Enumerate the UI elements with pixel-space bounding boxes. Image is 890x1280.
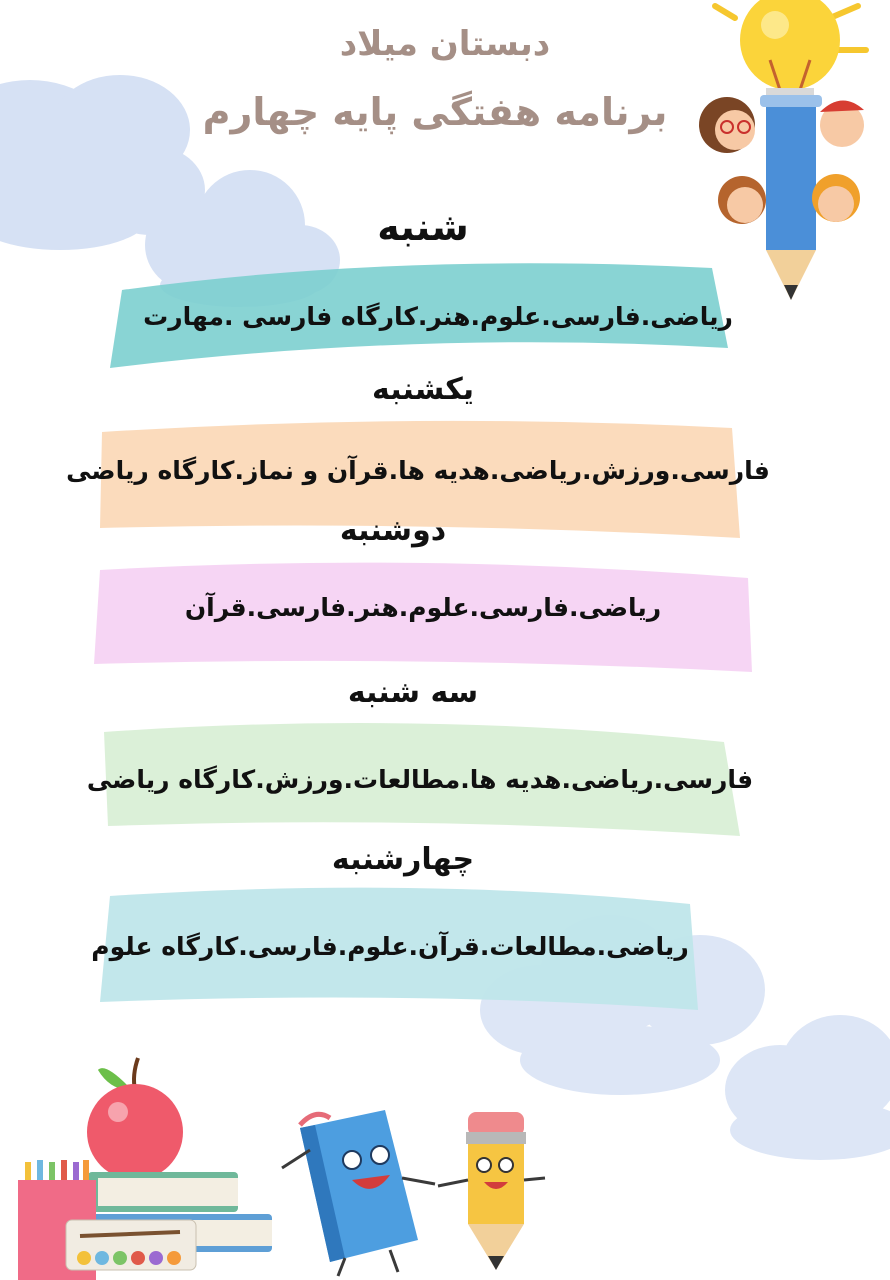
subjects-doshanbe: ریاضی.فارسی.علوم.هنر.فارسی.قرآن [184, 593, 662, 622]
subjects-seshanbe: فارسی.ریاضی.هدیه ها.مطالعات.ورزش.کارگاه ریاضی [86, 765, 754, 794]
page-title: برنامه هفتگی پایه چهارم [202, 90, 668, 134]
book-character-icon [282, 1110, 435, 1276]
pencil-character-icon [438, 1112, 545, 1270]
day-title-yekshanbe: یکشنبه [372, 372, 474, 407]
school-name: دبستان میلاد [339, 24, 551, 64]
subjects-shanbe: ریاضی.فارسی.علوم.هنر.کارگاه فارسی .مهارت [143, 302, 733, 331]
subjects-chaharshanbe: ریاضی.مطالعات.قرآن.علوم.فارسی.کارگاه علوم [91, 932, 689, 961]
subjects-yekshanbe: فارسی.ورزش.ریاضی.هدیه ها.قرآن و نماز.کارگاه ریاضی [66, 456, 770, 485]
day-title-chaharshanbe: چهارشنبه [331, 842, 475, 877]
day-title-doshanbe: دوشنبه [339, 513, 447, 548]
day-title-shanbe: شنبه [377, 205, 469, 249]
day-title-seshanbe: سه شنبه [347, 675, 479, 710]
